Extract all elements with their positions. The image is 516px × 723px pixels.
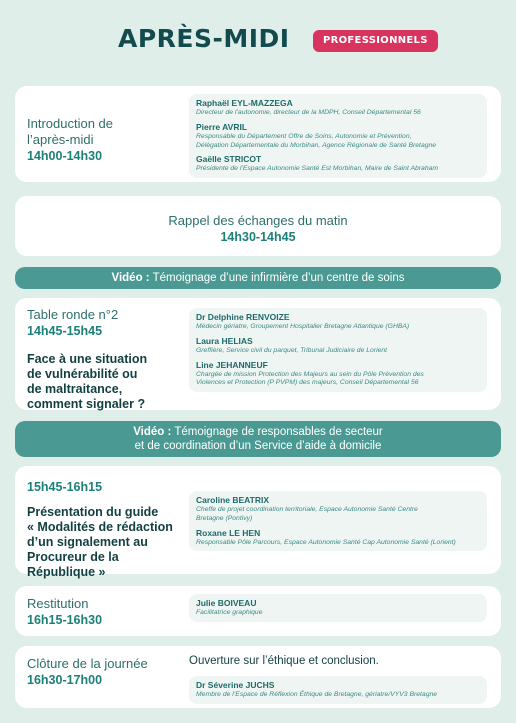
speaker-name: Raphaël EYL-MAZZEGA — [196, 98, 293, 108]
speaker-role: Bretagne (Pontivy) — [196, 514, 253, 522]
speaker-role: Directeur de l’autonomie, directeur de la MDPH, Conseil Départemental 56 — [196, 109, 421, 116]
speaker — [196, 98, 480, 118]
speaker-role: Délégation Départementale du Morbihan, Agence Régionale de Santé Bretagne — [196, 141, 437, 149]
session-time: 14h45-15h45 — [27, 324, 103, 338]
session-time: 14h00-14h30 — [27, 149, 103, 163]
speaker-role: Médecin gériatre, Groupement Hospitalier Bretagne Atlantique (GHBA) — [196, 323, 410, 330]
speaker-role: Chargée de mission Protection des Majeurs au sein du Pôle Prévention des — [196, 370, 424, 378]
speaker — [196, 312, 480, 332]
speaker — [196, 122, 480, 151]
video-description: Témoignage de responsables de secteur — [171, 426, 383, 438]
speaker-role: Violences et Protection (P PVPM) des majeurs, Conseil Départemental 56 — [196, 379, 419, 387]
session-title: d’un signalement au — [27, 535, 148, 549]
speaker-list — [189, 94, 487, 178]
speaker-list — [189, 308, 487, 392]
session-title: République » — [27, 565, 106, 579]
speaker-name: Caroline BEATRIX — [196, 495, 270, 505]
speaker-list — [189, 594, 487, 622]
session-title: Présentation du guide — [27, 505, 159, 519]
speaker — [196, 360, 480, 389]
video-prefix: Vidéo : — [111, 272, 150, 284]
video-prefix: Vidéo : — [133, 426, 172, 438]
speaker-name: Roxane LE HEN — [196, 527, 261, 538]
speaker-name: Julie BOIVEAU — [196, 598, 257, 608]
video-band — [15, 267, 501, 289]
session-time: 14h30-14h45 — [220, 230, 296, 244]
speaker-name: Pierre AVRIL — [196, 121, 248, 132]
session-label: Restitution — [27, 596, 89, 611]
speaker-name: Dr Delphine RENVOIZE — [196, 312, 290, 322]
session-title: comment signaler ? — [27, 397, 146, 411]
speaker — [196, 154, 480, 174]
speaker-role: Présidente de l’Espace Autonomie Santé Est Morbihan, Maire de Saint Abraham — [196, 165, 439, 173]
session-rappel — [15, 196, 501, 256]
speaker — [196, 680, 480, 700]
audience-badge: PROFESSIONNELS — [313, 30, 438, 52]
video-band — [15, 421, 501, 457]
speaker-role: Facilitatrice graphique — [196, 609, 263, 616]
session-time: 16h30-17h00 — [27, 673, 103, 687]
session-subtitle: Ouverture sur l’éthique et conclusion. — [189, 655, 379, 667]
page-title: APRÈS-MIDI — [118, 24, 290, 53]
speaker-role: Greffière, Service civil du parquet, Tribunal Judiciaire de Lorient — [196, 346, 388, 354]
session-label: Table ronde n°2 — [27, 307, 119, 322]
session-title: « Modalités de rédaction — [27, 520, 173, 534]
speaker-list — [189, 491, 487, 551]
page-header — [0, 22, 516, 62]
session-table-ronde — [15, 298, 501, 410]
session-title: Face à une situation — [27, 352, 148, 366]
speaker-name: Line JEHANNEUF — [196, 359, 268, 370]
session-restitution — [15, 586, 501, 636]
speaker — [196, 528, 480, 548]
session-title: de vulnérabilité ou — [27, 367, 138, 381]
session-label: Clôture de la journée — [27, 656, 148, 671]
session-title: de maltraitance, — [27, 382, 123, 396]
video-description: Témoignage d’une infirmière d’un centre de soins — [149, 272, 405, 284]
session-label: Rappel des échanges du matin — [168, 213, 348, 228]
speaker-name: Gaëlle STRICOT — [196, 154, 262, 165]
session-label: l’après-midi — [27, 132, 94, 147]
session-time: 15h45-16h15 — [27, 480, 103, 494]
speaker-name: Laura HELIAS — [196, 335, 253, 346]
session-label: Introduction de — [27, 116, 114, 131]
session-cloture — [15, 646, 501, 708]
speaker — [196, 598, 480, 618]
session-guide — [15, 466, 501, 579]
session-time: 16h15-16h30 — [27, 613, 103, 627]
speaker-role: Responsable Pôle Parcours, Espace Autonomie Santé Cap Autonomie Santé (Lorient) — [196, 538, 456, 546]
speaker-role: Responsable du Département Offre de Soins, Autonomie et Prévention, — [196, 132, 412, 140]
session-intro — [15, 86, 501, 182]
speaker-role: Cheffe de projet coordination territoriale, Espace Autonomie Santé Centre — [196, 506, 418, 513]
session-title: Procureur de la — [27, 550, 119, 564]
video-description: et de coordination d’un Service d’aide à domicile — [134, 440, 382, 452]
speaker — [196, 336, 480, 356]
speaker-list — [189, 676, 487, 704]
speaker — [196, 495, 480, 524]
speaker-role: Membre de l’Espace de Réflexion Éthique de Bretagne, gériatre/VYV3 Bretagne — [196, 691, 438, 698]
speaker-name: Dr Séverine JUCHS — [196, 680, 275, 690]
